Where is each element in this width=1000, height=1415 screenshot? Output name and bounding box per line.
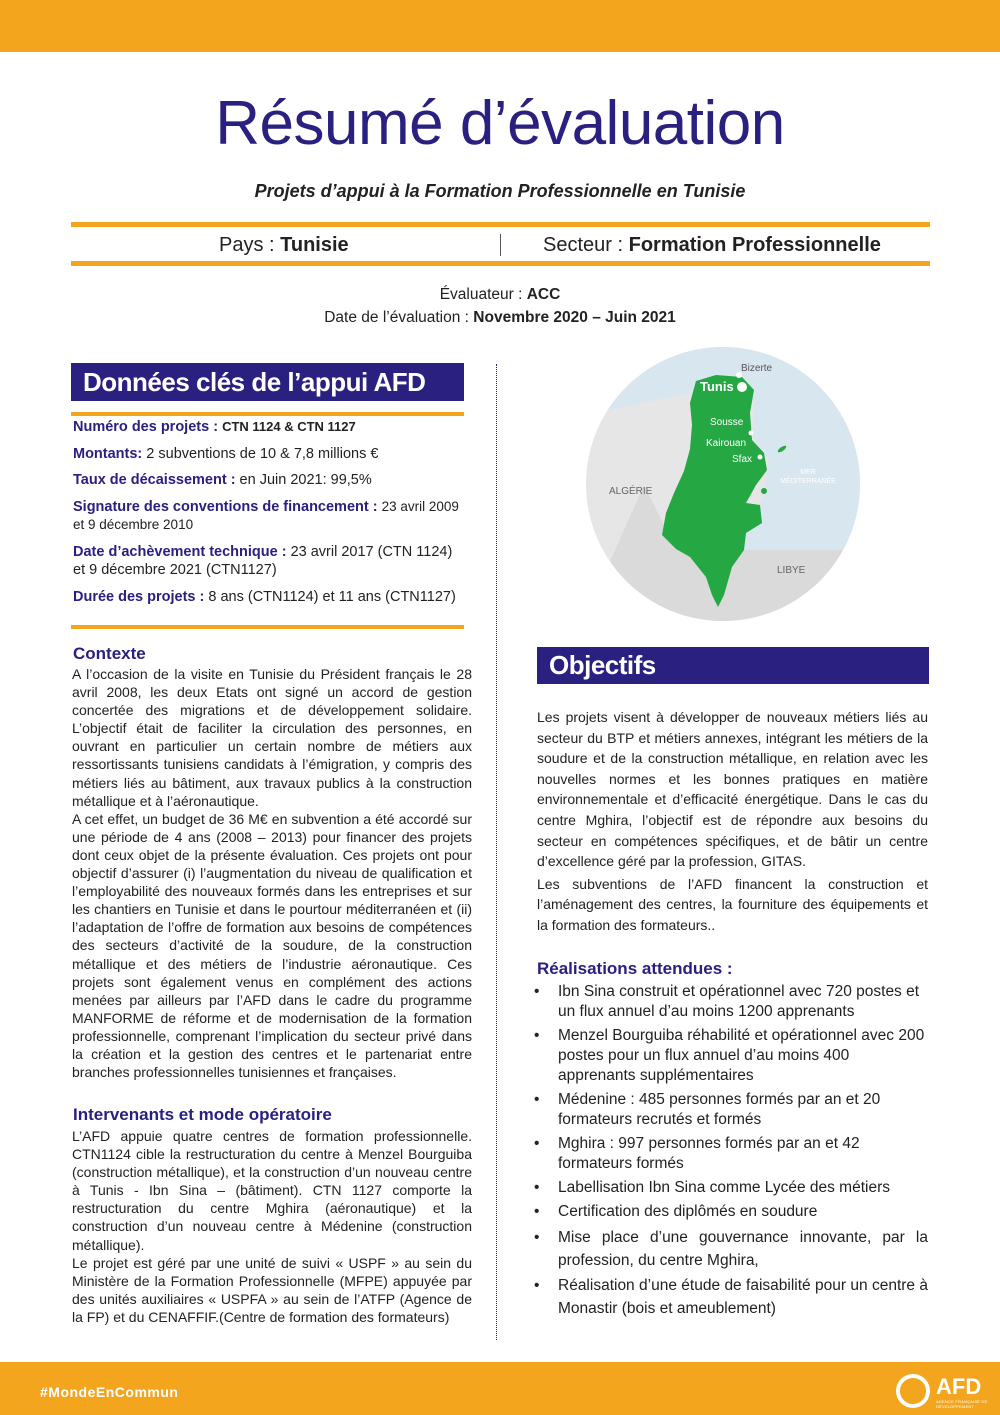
key-data-bottom-rule — [71, 625, 464, 629]
stakeholders-paragraph: L’AFD appuie quatre centres de formation professionnelle. CTN1124 cible la restructuration du centre à Menzel Bourguiba (construction métallique), et la construction d’un nouveau centre à Tunis - Ibn Sina – (bâtiment). CTN 1127 comporte la restructuration du centre Mghira (aéronautique) et la construction d’un nouveau centre à Médenine (construction métallique). — [72, 1128, 472, 1253]
context-text — [72, 665, 472, 1081]
date-value: Novembre 2020 – Juin 2021 — [473, 309, 676, 326]
key-item-label: Montants: — [73, 445, 147, 462]
column-separator — [496, 364, 497, 1340]
stakeholders-heading: Intervenants et mode opératoire — [73, 1105, 332, 1124]
stakeholders-text — [72, 1127, 472, 1326]
objectives-text — [537, 707, 928, 936]
map-label-bizerte: Bizerte — [741, 363, 773, 374]
map-label-tunis: Tunis — [700, 379, 734, 394]
evaluator-value: ACC — [526, 286, 561, 303]
map-city-dot — [749, 431, 754, 436]
key-item-duration — [73, 588, 468, 607]
page-subtitle: Projets d’appui à la Formation Professionnelle en Tunisie — [254, 181, 746, 201]
list-item: • Ibn Sina construit et opérationnel avec 720 postes et un flux annuel d’au moins 1200 apprenants — [530, 982, 928, 1022]
info-separator — [500, 234, 501, 256]
sector-label: Secteur : — [543, 234, 629, 256]
map-label-mer-1: MER — [800, 469, 816, 476]
map-label-sousse: Sousse — [710, 417, 744, 428]
list-item: • Labellisation Ibn Sina comme Lycée des métiers — [530, 1178, 928, 1198]
key-item-signature — [73, 498, 468, 535]
key-data-banner: Données clés de l’appui AFD — [71, 363, 464, 401]
key-item-project-number — [73, 418, 468, 437]
key-item-label: Taux de décaissement : — [73, 472, 240, 488]
key-item-amounts — [73, 445, 468, 464]
stakeholders-paragraph: Le projet est géré par une unité de suivi « USPF » au sein du Ministère de la Formation Professionnelle (MFPE) appuyée par des unités auxiliaires « USPFA » au sein de l’ATFP (Agence de la FP) et du CENAFFIF.(Centre de formation des formateurs) — [72, 1254, 472, 1325]
sector-value: Formation Professionnelle — [628, 234, 881, 256]
map-label-algerie: ALGÉRIE — [609, 486, 653, 497]
key-item-disbursement — [73, 471, 468, 490]
country-info — [219, 234, 349, 257]
evaluation-date-line — [0, 306, 1000, 329]
footer-hashtag: #MondeEnCommun — [40, 1384, 179, 1400]
map-label-libye: LIBYE — [777, 565, 806, 576]
key-data-top-rule — [71, 412, 464, 416]
bottom-divider — [71, 261, 930, 266]
list-item: • Médenine : 485 personnes formés par an et 20 formateurs recrutés et formés — [530, 1090, 928, 1130]
expected-results-heading: Réalisations attendues : — [537, 959, 733, 978]
date-label: Date de l’évaluation : — [324, 309, 474, 326]
key-item-value: CTN 1124 & CTN 1127 — [222, 419, 356, 434]
context-heading: Contexte — [73, 644, 146, 663]
afd-logo-text: AFD — [936, 1374, 982, 1399]
key-item-label: Signature des conventions de financement : — [73, 498, 382, 515]
country-value: Tunisie — [280, 234, 349, 256]
key-item-value: 2 subventions de 10 & 7,8 millions € — [146, 445, 379, 462]
key-item-value: 8 ans (CTN1124) et 11 ans (CTN1127) — [208, 588, 456, 605]
tunisia-map — [584, 345, 862, 623]
page-title: Résumé d’évaluation — [215, 89, 785, 158]
list-item: • Certification des diplômés en soudure — [530, 1202, 928, 1222]
afd-logo-subtext: AGENCE FRANÇAISE DE DÉVELOPPEMENT — [936, 1399, 988, 1409]
sector-info — [543, 234, 881, 257]
afd-logo-ring — [898, 1376, 928, 1406]
map-city-dot — [737, 382, 747, 392]
top-accent-bar — [0, 0, 1000, 52]
key-item-value: 23 avril 2017 (CTN 1124) et 9 décembre 2021 (CTN1127) — [73, 543, 453, 578]
key-item-label: Date d’achèvement technique : — [73, 543, 291, 560]
context-paragraph: A l’occasion de la visite en Tunisie du Président français le 28 avril 2008, les deux Etats ont signé un accord de gestion concertée des migrations et de développement solidaire. L’objectif était de faciliter la circulation des personnes, en ouvrant en particulier un certain nombre de métiers aux ressortissants tunisiens candidats à l’émigration, y compris des métiers liés au bâtiment, aux travaux publics à la construction métallique et à l’aéronautique. — [72, 666, 472, 809]
map-label-mer-2: MÉDITERRANÉE — [780, 478, 836, 485]
expected-results-list — [530, 982, 928, 1322]
key-item-value: 23 avril 2009 et 9 décembre 2010 — [73, 498, 459, 532]
evaluation-meta — [0, 283, 1000, 329]
map-city-dot — [758, 455, 763, 460]
map-label-sfax: Sfax — [732, 454, 753, 465]
key-item-label: Numéro des projets : — [73, 419, 223, 435]
key-item-label: Durée des projets : — [73, 588, 209, 605]
key-item-value: en Juin 2021: 99,5% — [239, 472, 372, 488]
map-djerba — [761, 488, 767, 494]
context-paragraph: A cet effet, un budget de 36 M€ en subvention a été accordé sur une période de 4 ans (2008 – 2013) pour financer des projets dont ceux objet de la présente évaluation. Ces projets ont pour objectif d’assurer (i) l’augmentation du niveau de qualification et l’employabilité des nouveaux formés dans les entreprises et sur les chantiers en Tunisie et dans le pourtour méditerranéen et (ii) l’adaptation de l’offre de formation aux besoins de compétences des secteurs d’activité de la soudure, de la construction métallique et des métiers de l’industrie aéronautique. Ces projets sont également venus en complément des actions menées par ailleurs par l’AFD dans le cadre du programme MANFORME de réforme et de modernisation de la formation professionnelle, comprenant l’implication du secteur privé dans la création et la gestion des centres et le partenariat entre branches professionnelles tunisiennes et françaises. — [72, 810, 472, 1081]
list-item: • Menzel Bourguiba réhabilité et opérationnel avec 200 postes pour un flux annuel d’au moins 400 apprenants supplémentaires — [530, 1026, 928, 1086]
key-item-completion — [73, 543, 468, 580]
objectives-paragraph: Les subventions de l’AFD financent la construction et l’aménagement des centres, la fourniture des équipements et la formation des formateurs.. — [537, 875, 928, 933]
country-label: Pays : — [219, 234, 281, 256]
objectives-banner: Objectifs — [537, 647, 929, 684]
list-item: • Mise place d’une gouvernance innovante, par la profession, du centre Mghira, — [530, 1226, 928, 1272]
list-item: • Mghira : 997 personnes formés par an et 42 formateurs formés — [530, 1134, 928, 1174]
list-item: • Réalisation d’une étude de faisabilité pour un centre à Monastir (bois et ameublement) — [530, 1274, 928, 1320]
top-divider — [71, 222, 930, 227]
evaluator-line — [0, 283, 1000, 306]
objectives-paragraph: Les projets visent à développer de nouveaux métiers liés au secteur du BTP et métiers annexes, intégrant les métiers de la soudure et de la construction métallique, en relation avec les nouvelles normes et les bonnes pratiques en matière environnementale et d’efficacité énergétique. Dans le cas du centre Mghira, l’objectif est de répondre aux besoins du secteur en compétences spécifiques, et de bâtir un centre d’excellence géré par la profession, GITAS. — [537, 709, 928, 870]
evaluator-label: Évaluateur : — [439, 286, 527, 303]
map-label-kairouan: Kairouan — [706, 438, 747, 449]
key-data-list — [73, 418, 468, 614]
